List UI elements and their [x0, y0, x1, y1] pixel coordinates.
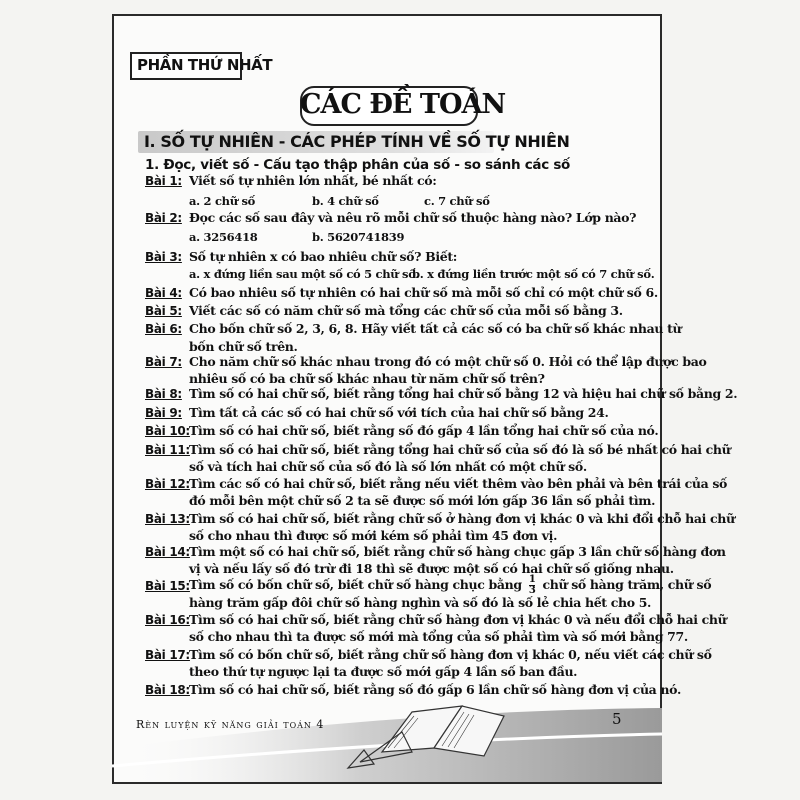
problem-text: Cho bốn chữ số 2, 3, 6, 8. Hãy viết tất cả các số có ba chữ số khác nhau từ	[189, 321, 682, 336]
fraction	[529, 575, 536, 596]
problem-label: Bài 10:	[145, 424, 190, 438]
problem-text: Tìm các số có hai chữ số, biết rằng nếu viết thêm vào bên phải và bên trái của số	[189, 476, 728, 491]
problem-label: Bài 5:	[145, 304, 182, 318]
problem-option: a. x đứng liền sau một số có 5 chữ số.	[189, 267, 420, 281]
problem-text: Tìm số có hai chữ số, biết rằng số đó gấp 4 lần tổng hai chữ số của nó.	[189, 423, 659, 438]
page-title: CÁC ĐỀ TOÁN	[300, 89, 506, 120]
problem-label: Bài 12:	[145, 477, 190, 491]
problem-text: đó mỗi bên một chữ số 2 ta sẽ được số mới lớn gấp 36 lần số phải tìm.	[189, 493, 656, 508]
part-label: PHẦN THỨ NHẤT	[137, 56, 273, 74]
problem-text: Tìm số có bốn chữ số, biết rằng chữ số hàng đơn vị khác 0, nếu viết các chữ số	[189, 647, 712, 662]
problem-text: Cho năm chữ số khác nhau trong đó có một chữ số 0. Hỏi có thể lập được bao	[189, 354, 707, 369]
problem-text: Tìm số có hai chữ số, biết rằng tổng hai chữ số của số đó là số bé nhất có hai chữ	[189, 442, 731, 457]
problem-option: b. 5620741839	[312, 230, 405, 244]
problem-text: số và tích hai chữ số của số đó là số lớn nhất có một chữ số.	[189, 459, 587, 474]
problem-label: Bài 18:	[145, 683, 190, 697]
problem-label: Bài 17:	[145, 648, 190, 662]
problem-text: Tìm số có hai chữ số, biết rằng chữ số ở hàng đơn vị khác 0 và khi đổi chỗ hai chữ	[189, 511, 735, 526]
problem-text: số cho nhau thì được số mới kém số phải tìm 45 đơn vị.	[189, 528, 558, 543]
problem-option: b. 4 chữ số	[312, 194, 379, 208]
problem-label: Bài 13:	[145, 512, 190, 526]
problem-label: Bài 7:	[145, 355, 182, 369]
problem-label: Bài 3:	[145, 250, 182, 264]
page-number: 5	[612, 710, 622, 728]
problem-label: Bài 14:	[145, 545, 190, 559]
problem-option: c. 7 chữ số	[424, 194, 490, 208]
problem-text: Tìm số có hai chữ số, biết rằng tổng hai chữ số bằng 12 và hiệu hai chữ số bằng 2.	[189, 386, 738, 401]
problem-label: Bài 15:	[145, 579, 190, 593]
problem-label: Bài 1:	[145, 174, 182, 188]
problem-label: Bài 16:	[145, 613, 190, 627]
section-heading: I. SỐ TỰ NHIÊN - CÁC PHÉP TÍNH VỀ SỐ TỰ NHIÊN	[144, 132, 570, 151]
problem-text: Tìm tất cả các số có hai chữ số với tích của hai chữ số bằng 24.	[189, 405, 609, 420]
problem-label: Bài 9:	[145, 406, 182, 420]
problem-text: bốn chữ số trên.	[189, 339, 298, 354]
problem-text: theo thứ tự ngược lại ta được số mới gấp 4 lần số ban đầu.	[189, 664, 578, 679]
problem-text: Có bao nhiêu số tự nhiên có hai chữ số mà mỗi số chỉ có một chữ số 6.	[189, 285, 658, 300]
problem-text	[189, 574, 712, 596]
footer-decoration	[112, 690, 662, 782]
subsection-heading: 1. Đọc, viết số - Cấu tạo thập phân của số - so sánh các số	[145, 157, 571, 173]
problem-text: số cho nhau thì ta được số mới mà tổng của số phải tìm và số mới bằng 77.	[189, 629, 688, 644]
problem-text-part: chữ số hàng trăm, chữ số	[542, 577, 712, 592]
problem-label: Bài 2:	[145, 211, 182, 225]
problem-text: Tìm số có hai chữ số, biết rằng chữ số hàng đơn vị khác 0 và nếu đổi chỗ hai chữ	[189, 612, 727, 627]
fraction-numerator: 1	[528, 574, 536, 585]
problem-text: Đọc các số sau đây và nêu rõ mỗi chữ số thuộc hàng nào? Lớp nào?	[189, 210, 637, 225]
problem-label: Bài 4:	[145, 286, 182, 300]
problem-text: Viết các số có năm chữ số mà tổng các chữ số của mỗi số bằng 3.	[189, 303, 623, 318]
book-footer-title: Rèn luyện kỹ năng giải toán 4	[136, 718, 325, 731]
problem-text: Số tự nhiên x có bao nhiêu chữ số? Biết:	[189, 249, 458, 264]
problem-label: Bài 11:	[145, 443, 190, 457]
problem-text: Tìm số có hai chữ số, biết rằng số đó gấp 6 lần chữ số hàng đơn vị của nó.	[189, 682, 681, 697]
problem-label: Bài 6:	[145, 322, 182, 336]
problem-text: hàng trăm gấp đôi chữ số hàng nghìn và số đó là số lẻ chia hết cho 5.	[189, 595, 652, 610]
problem-text: vị và nếu lấy số đó trừ đi 18 thì sẽ được một số có hai chữ số giống nhau.	[189, 561, 674, 576]
problem-text: nhiêu số có ba chữ số khác nhau từ năm chữ số trên?	[189, 371, 545, 386]
problem-option: b. x đứng liền trước một số có 7 chữ số.	[412, 267, 655, 281]
problem-option: a. 3256418	[189, 230, 258, 244]
problem-text-part: Tìm số có bốn chữ số, biết chữ số hàng chục bằng	[189, 577, 522, 592]
problem-label: Bài 8:	[145, 387, 182, 401]
fraction-denominator: 3	[528, 585, 536, 596]
problem-text: Tìm một số có hai chữ số, biết rằng chữ số hàng chục gấp 3 lần chữ số hàng đơn	[189, 544, 726, 559]
problem-text: Viết số tự nhiên lớn nhất, bé nhất có:	[189, 173, 437, 188]
problem-option: a. 2 chữ số	[189, 194, 256, 208]
